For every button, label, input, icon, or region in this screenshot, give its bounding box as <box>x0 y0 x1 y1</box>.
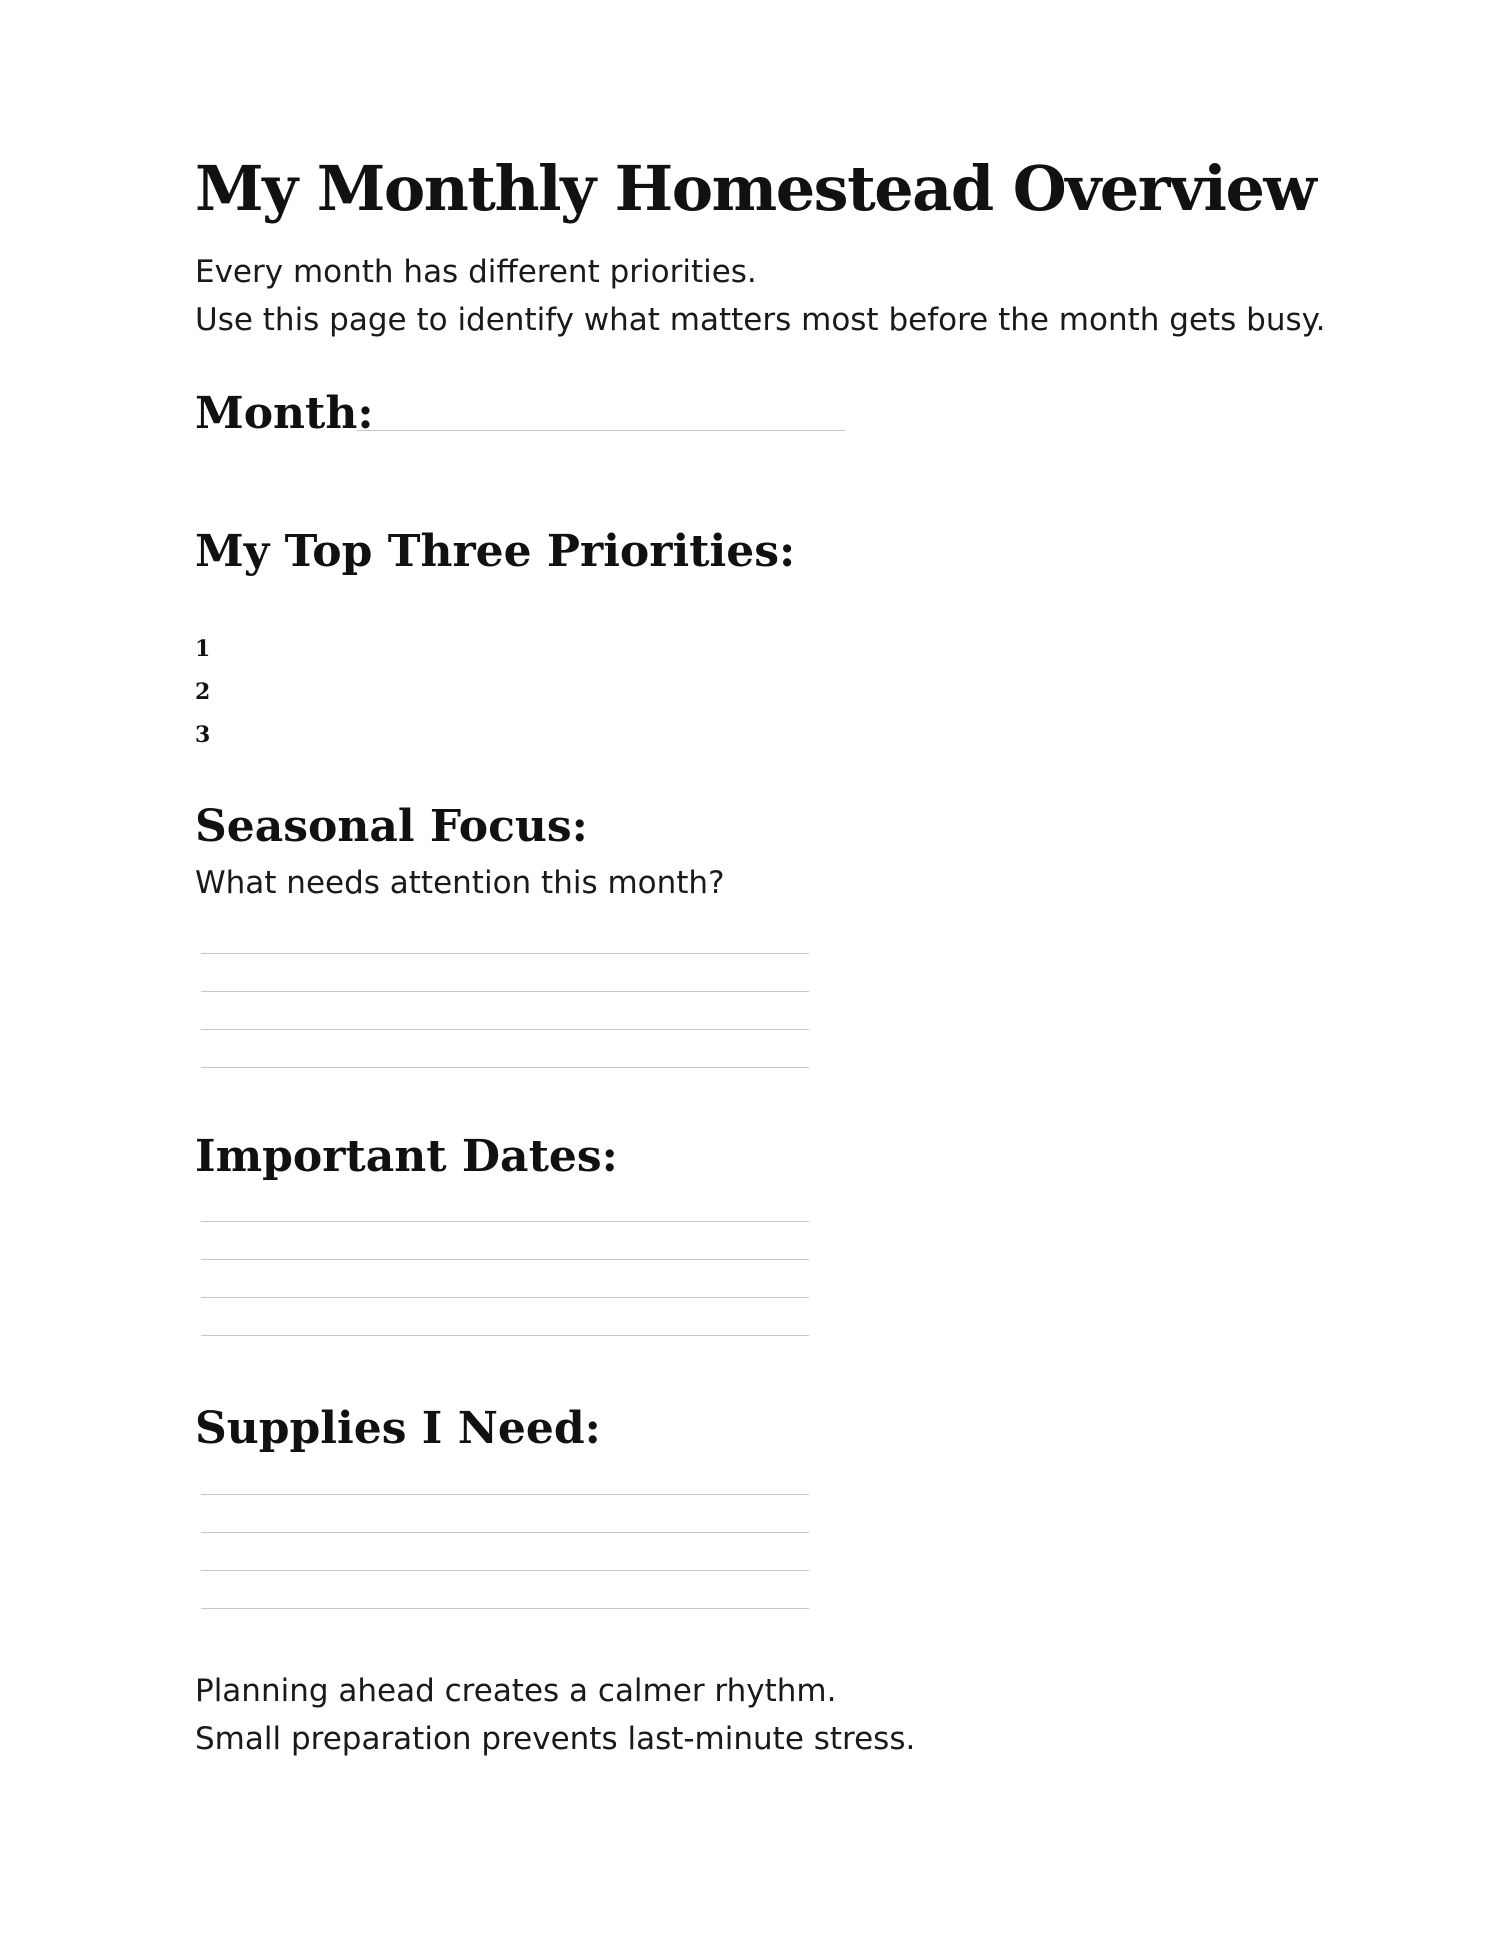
dates-writing-line-1[interactable] <box>201 1221 809 1222</box>
supplies-writing-line-1[interactable] <box>201 1494 809 1495</box>
seasonal-writing-line-1[interactable] <box>201 953 809 954</box>
dates-writing-line-3[interactable] <box>201 1297 809 1298</box>
seasonal-writing-line-2[interactable] <box>201 991 809 992</box>
priority-item-2[interactable]: 2 <box>195 679 211 705</box>
priorities-heading: My Top Three Priorities: <box>195 526 796 577</box>
priority-item-1[interactable]: 1 <box>195 636 211 662</box>
seasonal-focus-heading: Seasonal Focus: <box>195 801 588 852</box>
supplies-heading: Supplies I Need: <box>195 1403 601 1454</box>
dates-writing-line-2[interactable] <box>201 1259 809 1260</box>
closing-line-2: Small preparation prevents last-minute stress. <box>195 1721 916 1757</box>
important-dates-heading: Important Dates: <box>195 1131 618 1182</box>
month-label: Month: <box>195 388 374 439</box>
seasonal-writing-line-4[interactable] <box>201 1067 809 1068</box>
important-dates-lines <box>201 1221 809 1373</box>
month-input-line[interactable] <box>357 430 845 431</box>
page-title: My Monthly Homestead Overview <box>195 152 1316 225</box>
supplies-lines <box>201 1494 809 1646</box>
seasonal-focus-lines <box>201 953 809 1105</box>
closing-text <box>195 1667 915 1763</box>
dates-writing-line-4[interactable] <box>201 1335 809 1336</box>
intro-line-2: Use this page to identify what matters most before the month gets busy. <box>195 302 1326 338</box>
priority-item-3[interactable]: 3 <box>195 722 211 748</box>
intro-line-1: Every month has different priorities. <box>195 254 757 290</box>
seasonal-writing-line-3[interactable] <box>201 1029 809 1030</box>
supplies-writing-line-2[interactable] <box>201 1532 809 1533</box>
priorities-list <box>195 636 210 765</box>
intro-text <box>195 248 1325 344</box>
closing-line-1: Planning ahead creates a calmer rhythm. <box>195 1673 837 1709</box>
seasonal-focus-question: What needs attention this month? <box>195 865 725 901</box>
supplies-writing-line-4[interactable] <box>201 1608 809 1609</box>
supplies-writing-line-3[interactable] <box>201 1570 809 1571</box>
